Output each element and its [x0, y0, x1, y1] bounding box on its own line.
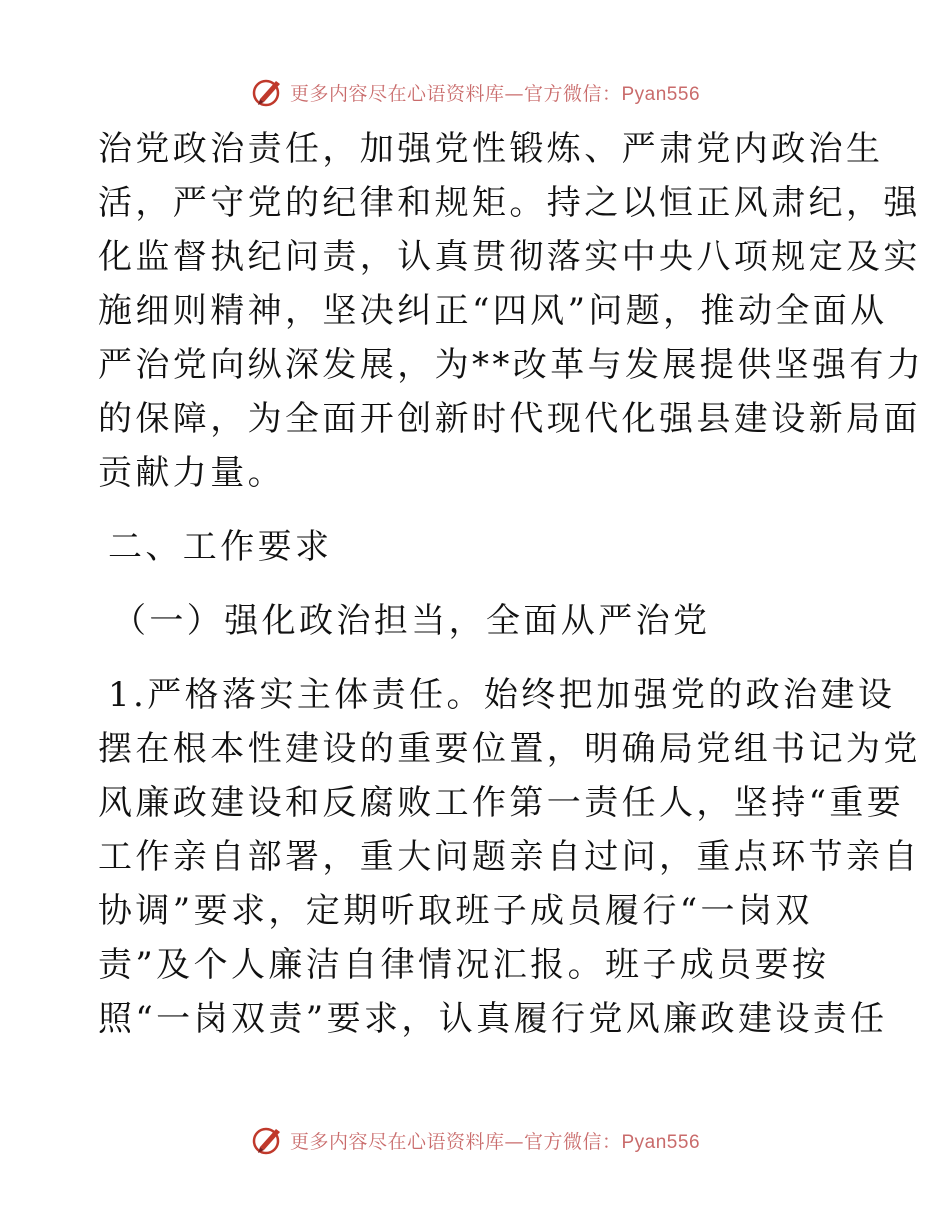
- text-line: 的保障，为全面开创新时代现代化强县建设新局面: [98, 399, 921, 439]
- watermark-text: 更多内容尽在心语资料库—官方微信：Pyan556: [289, 1130, 701, 1153]
- text-line: 协调”要求，定期听取班子成员履行“一岗双: [98, 891, 813, 931]
- text-line: 施细则精神，坚决纠正“四风”问题，推动全面从: [98, 291, 888, 331]
- pen-logo-icon: [250, 75, 284, 109]
- document-body: [98, 122, 925, 1046]
- text-line: 活，严守党的纪律和规矩。持之以恒正风肃纪，强: [98, 183, 921, 223]
- paragraph-2: [98, 668, 921, 1046]
- text-line: 工作亲自部署，重大问题亲自过问，重点环节亲自: [98, 837, 921, 877]
- footer-watermark: [0, 1120, 950, 1160]
- section-heading: 二、工作要求: [108, 527, 333, 567]
- text-line: 1.严格落实主体责任。始终把加强党的政治建设: [108, 675, 896, 715]
- text-line: 风廉政建设和反腐败工作第一责任人，坚持“重要: [98, 783, 905, 823]
- watermark-text: 更多内容尽在心语资料库—官方微信：Pyan556: [289, 82, 701, 105]
- text-line: 责”及个人廉洁自律情况汇报。班子成员要按: [98, 945, 830, 985]
- text-line: 严治党向纵深发展，为**改革与发展提供坚强有力: [98, 345, 925, 385]
- text-line: 照“一岗双责”要求，认真履行党风廉政建设责任: [98, 999, 888, 1039]
- text-line: 贡献力量。: [98, 453, 285, 493]
- text-line: 治党政治责任，加强党性锻炼、严肃党内政治生: [98, 129, 884, 169]
- text-line: 化监督执纪问责，认真贯彻落实中央八项规定及实: [98, 237, 921, 277]
- paragraph-1: [98, 122, 925, 500]
- subsection-heading: （一）强化政治担当，全面从严治党: [112, 601, 711, 641]
- header-watermark: [0, 72, 950, 112]
- text-line: 摆在根本性建设的重要位置，明确局党组书记为党: [98, 729, 921, 769]
- pen-logo-icon: [250, 1123, 284, 1157]
